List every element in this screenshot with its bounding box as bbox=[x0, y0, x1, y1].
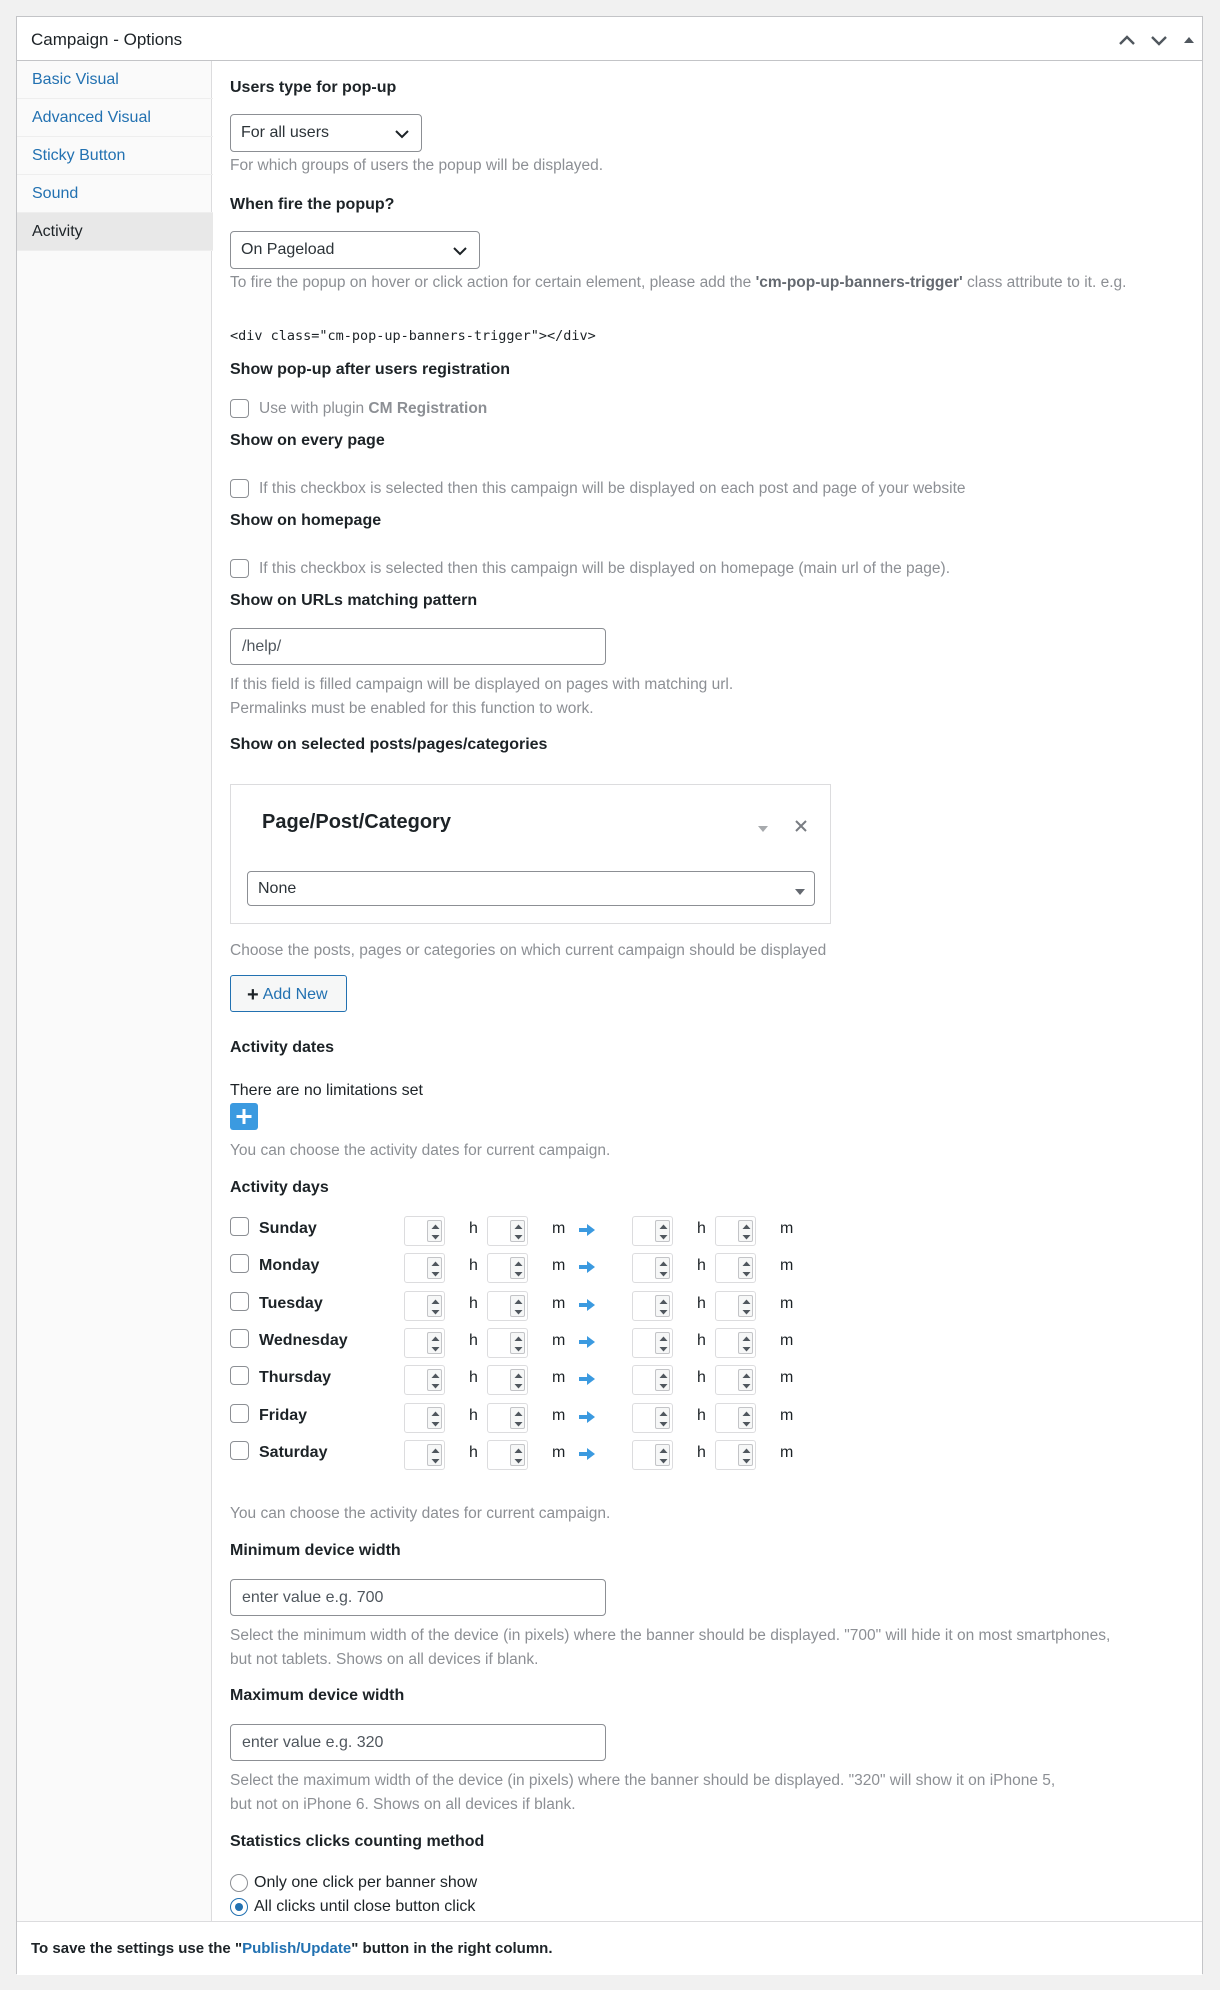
friday-start-minute-spinner[interactable] bbox=[487, 1403, 528, 1433]
thursday-start-minute-spinner[interactable] bbox=[487, 1365, 528, 1395]
tab-basic-visual[interactable]: Basic Visual bbox=[17, 61, 213, 99]
homepage-checkbox[interactable] bbox=[230, 559, 249, 578]
sunday-end-hour-spinner[interactable] bbox=[632, 1216, 673, 1246]
day-name-tuesday: Tuesday bbox=[259, 1295, 323, 1312]
wednesday-end-minute-spinner[interactable] bbox=[715, 1328, 756, 1358]
radio-one-click-label: Only one click per banner show bbox=[254, 1874, 478, 1891]
caret-down-icon[interactable] bbox=[756, 821, 770, 831]
homepage-label: Show on homepage bbox=[230, 512, 382, 529]
radio-all-clicks-label: All clicks until close button click bbox=[254, 1898, 476, 1915]
day-row-sunday bbox=[17, 1216, 1202, 1246]
activity-tab-content bbox=[17, 17, 1202, 1973]
page-post-category-select[interactable] bbox=[247, 871, 815, 906]
spinner-arrows-icon[interactable] bbox=[738, 1407, 753, 1429]
radio-one-click[interactable] bbox=[230, 1874, 248, 1892]
max-width-description-1: Select the maximum width of the device (in pixels) where the banner should be displayed. "320" will show it on iPhone 5, bbox=[230, 1772, 1056, 1789]
plus-icon: + bbox=[247, 984, 259, 1006]
unit-label: m bbox=[552, 1369, 566, 1386]
fire-description: To fire the popup on hover or click action for certain element, please add the 'cm-pop-up-banners-trigger' class attribute to it. e.g. bbox=[230, 274, 1127, 291]
spinner-arrows-icon[interactable] bbox=[738, 1332, 753, 1354]
day-name-sunday: Sunday bbox=[259, 1220, 317, 1237]
activity-days-description: You can choose the activity dates for current campaign. bbox=[230, 1505, 611, 1522]
wednesday-start-hour-spinner[interactable] bbox=[404, 1328, 445, 1358]
fire-select[interactable] bbox=[230, 231, 480, 269]
spinner-arrows-icon[interactable] bbox=[427, 1407, 442, 1429]
campaign-options-panel bbox=[16, 16, 1203, 1974]
day-checkbox-friday[interactable] bbox=[230, 1404, 249, 1423]
tuesday-end-minute-spinner[interactable] bbox=[715, 1291, 756, 1321]
spinner-arrows-icon[interactable] bbox=[510, 1444, 525, 1466]
spinner-arrows-icon[interactable] bbox=[510, 1295, 525, 1317]
unit-label: h bbox=[697, 1332, 706, 1349]
sunday-start-hour-spinner[interactable] bbox=[404, 1216, 445, 1246]
tab-sound[interactable]: Sound bbox=[17, 175, 213, 213]
save-hint-text: To save the settings use the "Publish/Update" button in the right column. bbox=[31, 1940, 553, 1957]
tab-advanced-visual[interactable]: Advanced Visual bbox=[17, 99, 213, 137]
add-date-range-button[interactable] bbox=[230, 1103, 258, 1130]
day-row-saturday bbox=[17, 1440, 1202, 1470]
users-type-label: Users type for pop-up bbox=[230, 79, 397, 96]
monday-start-minute-spinner[interactable] bbox=[487, 1253, 528, 1283]
saturday-start-hour-spinner[interactable] bbox=[404, 1440, 445, 1470]
spinner-arrows-icon[interactable] bbox=[510, 1332, 525, 1354]
every-page-label: Show on every page bbox=[230, 432, 385, 449]
unit-label: h bbox=[469, 1220, 478, 1237]
statistics-label: Statistics clicks counting method bbox=[230, 1833, 485, 1850]
unit-label: h bbox=[697, 1257, 706, 1274]
unit-label: m bbox=[780, 1407, 794, 1424]
urls-description-1: If this field is filled campaign will be displayed on pages with matching url. bbox=[230, 676, 734, 693]
day-name-friday: Friday bbox=[259, 1407, 308, 1424]
trigger-code-example: <div class="cm-pop-up-banners-trigger"></div> bbox=[230, 328, 596, 344]
spinner-arrows-icon[interactable] bbox=[655, 1257, 670, 1279]
page-post-category-box bbox=[230, 784, 831, 924]
unit-label: m bbox=[780, 1220, 794, 1237]
saturday-end-hour-spinner[interactable] bbox=[632, 1440, 673, 1470]
spinner-arrows-icon[interactable] bbox=[655, 1295, 670, 1317]
publish-update-link[interactable]: Publish/Update bbox=[242, 1940, 352, 1957]
page-post-category-value: None bbox=[258, 880, 297, 897]
url-pattern-input[interactable]: /help/ bbox=[230, 628, 606, 665]
thursday-start-hour-spinner[interactable] bbox=[404, 1365, 445, 1395]
unit-label: h bbox=[469, 1369, 478, 1386]
unit-label: m bbox=[780, 1444, 794, 1461]
save-hint-footer bbox=[17, 1921, 1202, 1975]
unit-label: m bbox=[552, 1407, 566, 1424]
plus-icon bbox=[230, 1103, 258, 1130]
every-page-checkbox[interactable] bbox=[230, 479, 249, 498]
unit-label: m bbox=[780, 1332, 794, 1349]
activity-dates-description: You can choose the activity dates for current campaign. bbox=[230, 1142, 611, 1159]
day-name-thursday: Thursday bbox=[259, 1369, 332, 1386]
unit-label: m bbox=[780, 1257, 794, 1274]
saturday-end-minute-spinner[interactable] bbox=[715, 1440, 756, 1470]
spinner-arrows-icon[interactable] bbox=[510, 1220, 525, 1242]
registration-text: Use with plugin CM Registration bbox=[259, 400, 488, 417]
page-post-category-title: Page/Post/Category bbox=[262, 811, 451, 833]
arrow-right-icon bbox=[578, 1446, 596, 1462]
day-checkbox-saturday[interactable] bbox=[230, 1441, 249, 1460]
panel-title: Campaign - Options bbox=[31, 30, 183, 49]
close-icon[interactable] bbox=[792, 817, 810, 835]
day-row-wednesday bbox=[17, 1328, 1202, 1358]
day-name-monday: Monday bbox=[259, 1257, 320, 1274]
spinner-arrows-icon[interactable] bbox=[427, 1257, 442, 1279]
unit-label: m bbox=[552, 1295, 566, 1312]
friday-end-minute-spinner[interactable] bbox=[715, 1403, 756, 1433]
spinner-arrows-icon[interactable] bbox=[738, 1257, 753, 1279]
users-type-value: For all users bbox=[241, 124, 330, 141]
selected-posts-label: Show on selected posts/pages/categories bbox=[230, 736, 548, 753]
spinner-arrows-icon[interactable] bbox=[738, 1444, 753, 1466]
spinner-arrows-icon[interactable] bbox=[427, 1332, 442, 1354]
min-width-description-2: but not tablets. Shows on all devices if blank. bbox=[230, 1651, 539, 1668]
activity-days-label: Activity days bbox=[230, 1179, 329, 1196]
friday-end-hour-spinner[interactable] bbox=[632, 1403, 673, 1433]
day-checkbox-thursday[interactable] bbox=[230, 1366, 249, 1385]
arrow-right-icon bbox=[578, 1222, 596, 1238]
registration-checkbox[interactable] bbox=[230, 399, 249, 418]
day-row-thursday bbox=[17, 1365, 1202, 1395]
spinner-arrows-icon[interactable] bbox=[427, 1295, 442, 1317]
homepage-text: If this checkbox is selected then this campaign will be displayed on homepage (main url of the page). bbox=[259, 560, 950, 577]
day-checkbox-monday[interactable] bbox=[230, 1254, 249, 1273]
spinner-arrows-icon[interactable] bbox=[655, 1369, 670, 1391]
spinner-arrows-icon[interactable] bbox=[655, 1220, 670, 1242]
spinner-arrows-icon[interactable] bbox=[738, 1369, 753, 1391]
max-width-label: Maximum device width bbox=[230, 1687, 405, 1704]
unit-label: h bbox=[697, 1295, 706, 1312]
add-new-button[interactable]: + Add New bbox=[230, 975, 347, 1012]
registration-label: Show pop-up after users registration bbox=[230, 361, 511, 378]
day-row-tuesday bbox=[17, 1291, 1202, 1321]
selected-posts-description: Choose the posts, pages or categories on which current campaign should be displayed bbox=[230, 942, 827, 959]
arrow-right-icon bbox=[578, 1297, 596, 1313]
sunday-start-minute-spinner[interactable] bbox=[487, 1216, 528, 1246]
day-name-wednesday: Wednesday bbox=[259, 1332, 348, 1349]
min-width-input[interactable]: enter value e.g. 700 bbox=[230, 1579, 606, 1616]
spinner-arrows-icon[interactable] bbox=[655, 1332, 670, 1354]
tuesday-start-hour-spinner[interactable] bbox=[404, 1291, 445, 1321]
friday-start-hour-spinner[interactable] bbox=[404, 1403, 445, 1433]
sunday-end-minute-spinner[interactable] bbox=[715, 1216, 756, 1246]
day-row-friday bbox=[17, 1403, 1202, 1433]
unit-label: h bbox=[469, 1257, 478, 1274]
tuesday-end-hour-spinner[interactable] bbox=[632, 1291, 673, 1321]
spinner-arrows-icon[interactable] bbox=[510, 1257, 525, 1279]
unit-label: h bbox=[697, 1444, 706, 1461]
thursday-end-hour-spinner[interactable] bbox=[632, 1365, 673, 1395]
monday-end-minute-spinner[interactable] bbox=[715, 1253, 756, 1283]
unit-label: h bbox=[469, 1332, 478, 1349]
day-row-monday bbox=[17, 1253, 1202, 1283]
spinner-arrows-icon[interactable] bbox=[427, 1444, 442, 1466]
unit-label: h bbox=[469, 1295, 478, 1312]
unit-label: m bbox=[552, 1332, 566, 1349]
unit-label: m bbox=[552, 1444, 566, 1461]
unit-label: m bbox=[780, 1369, 794, 1386]
tuesday-start-minute-spinner[interactable] bbox=[487, 1291, 528, 1321]
caret-down-icon bbox=[794, 884, 806, 894]
wednesday-end-hour-spinner[interactable] bbox=[632, 1328, 673, 1358]
spinner-arrows-icon[interactable] bbox=[738, 1220, 753, 1242]
day-checkbox-sunday[interactable] bbox=[230, 1217, 249, 1236]
spinner-arrows-icon[interactable] bbox=[427, 1220, 442, 1242]
trigger-class-name: 'cm-pop-up-banners-trigger' bbox=[755, 274, 963, 291]
unit-label: h bbox=[469, 1407, 478, 1424]
arrow-right-icon bbox=[578, 1371, 596, 1387]
spinner-arrows-icon[interactable] bbox=[655, 1444, 670, 1466]
max-width-input[interactable]: enter value e.g. 320 bbox=[230, 1724, 606, 1761]
min-width-label: Minimum device width bbox=[230, 1542, 401, 1559]
tab-sticky-button[interactable]: Sticky Button bbox=[17, 137, 213, 175]
arrow-right-icon bbox=[578, 1409, 596, 1425]
arrow-right-icon bbox=[578, 1334, 596, 1350]
unit-label: h bbox=[697, 1220, 706, 1237]
monday-start-hour-spinner[interactable] bbox=[404, 1253, 445, 1283]
thursday-end-minute-spinner[interactable] bbox=[715, 1365, 756, 1395]
day-checkbox-wednesday[interactable] bbox=[230, 1329, 249, 1348]
monday-end-hour-spinner[interactable] bbox=[632, 1253, 673, 1283]
spinner-arrows-icon[interactable] bbox=[510, 1369, 525, 1391]
every-page-text: If this checkbox is selected then this campaign will be displayed on each post and page of your website bbox=[259, 480, 966, 497]
chevron-down-icon bbox=[451, 242, 469, 260]
users-type-select[interactable] bbox=[230, 114, 422, 152]
day-name-saturday: Saturday bbox=[259, 1444, 328, 1461]
unit-label: m bbox=[780, 1295, 794, 1312]
urls-description-2: Permalinks must be enabled for this function to work. bbox=[230, 700, 594, 717]
spinner-arrows-icon[interactable] bbox=[655, 1407, 670, 1429]
min-width-description-1: Select the minimum width of the device (in pixels) where the banner should be displayed. "700" will hide it on most smartphones, bbox=[230, 1627, 1111, 1644]
saturday-start-minute-spinner[interactable] bbox=[487, 1440, 528, 1470]
activity-dates-label: Activity dates bbox=[230, 1039, 335, 1056]
unit-label: h bbox=[697, 1407, 706, 1424]
fire-label: When fire the popup? bbox=[230, 196, 395, 213]
arrow-right-icon bbox=[578, 1259, 596, 1275]
wednesday-start-minute-spinner[interactable] bbox=[487, 1328, 528, 1358]
unit-label: m bbox=[552, 1257, 566, 1274]
no-limitations-text: There are no limitations set bbox=[230, 1082, 423, 1099]
chevron-down-icon bbox=[393, 125, 411, 143]
urls-label: Show on URLs matching pattern bbox=[230, 592, 478, 609]
unit-label: h bbox=[469, 1444, 478, 1461]
users-type-description: For which groups of users the popup will be displayed. bbox=[230, 157, 604, 174]
spinner-arrows-icon[interactable] bbox=[510, 1407, 525, 1429]
max-width-description-2: but not on iPhone 6. Shows on all devices if blank. bbox=[230, 1796, 576, 1813]
tab-activity[interactable]: Activity bbox=[17, 213, 213, 251]
day-checkbox-tuesday[interactable] bbox=[230, 1292, 249, 1311]
radio-all-clicks[interactable] bbox=[230, 1898, 248, 1916]
spinner-arrows-icon[interactable] bbox=[427, 1369, 442, 1391]
fire-value: On Pageload bbox=[241, 241, 335, 258]
unit-label: m bbox=[552, 1220, 566, 1237]
unit-label: h bbox=[697, 1369, 706, 1386]
spinner-arrows-icon[interactable] bbox=[738, 1295, 753, 1317]
